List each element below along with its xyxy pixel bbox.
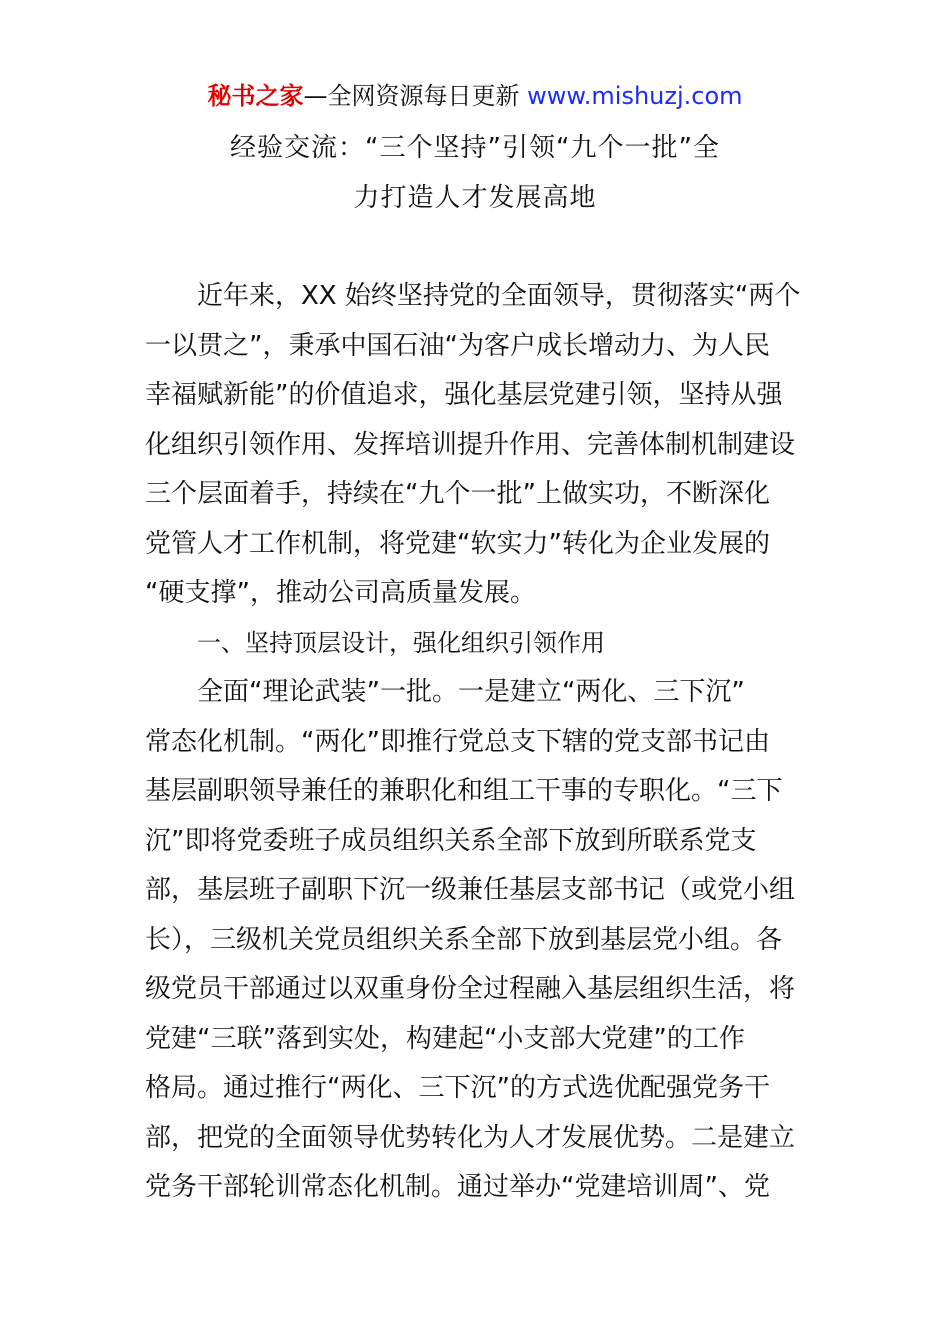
site-header: [0, 78, 950, 114]
paragraph-line: 部，基层班子副职下沉一级兼任基层支部书记（或党小组: [145, 875, 796, 905]
title-line-1: 经验交流：“三个坚持”引领“九个一批”全: [230, 133, 720, 163]
paragraph-line: 级党员干部通过以双重身份全过程融入基层组织生活，将: [145, 974, 796, 1004]
header-tagline: —全网资源每日更新: [303, 82, 528, 110]
paragraph-line: 长），三级机关党员组织关系全部下放到基层党小组。各: [145, 924, 783, 955]
paragraph-line: 格局。通过推行“两化、三下沉”的方式选优配强党务干: [145, 1073, 770, 1103]
paragraph-line: 近年来，XX 始终坚持党的全面领导，贯彻落实“两个: [197, 281, 801, 311]
paragraph-line: 三个层面着手，持续在“九个一批”上做实功，不断深化: [145, 479, 770, 509]
paragraph-line: 幸福赋新能”的价值追求，强化基层党建引领，坚持从强: [145, 380, 783, 410]
paragraph-line: 一以贯之”，秉承中国石油“为客户成长增动力、为人民: [145, 330, 770, 361]
brand-name: 秘书之家: [207, 82, 304, 110]
paragraph-line: 全面“理论武装”一批。一是建立“两化、三下沉”: [197, 677, 745, 707]
section-heading: 一、坚持顶层设计，强化组织引领作用: [197, 628, 605, 657]
paragraph-line: 基层副职领导兼任的兼职化和组工干事的专职化。“三下: [145, 776, 783, 806]
paragraph-line: 部，把党的全面领导优势转化为人才发展优势。二是建立: [145, 1122, 796, 1153]
title-line-2: 力打造人才发展高地: [353, 182, 597, 213]
paragraph-line: 化组织引领作用、发挥培训提升作用、完善体制机制建设: [145, 429, 796, 460]
paragraph-line: 党建“三联”落到实处，构建起“小支部大党建”的工作: [145, 1023, 745, 1054]
paragraph-line: 党务干部轮训常态化机制。通过举办“党建培训周”、党: [145, 1172, 770, 1202]
document-body: [145, 272, 810, 1213]
paragraph-line: 沉”即将党委班子成员组织关系全部下放到所联系党支: [145, 825, 757, 856]
paragraph-line: “硬支撑”，推动公司高质量发展。: [145, 578, 536, 608]
site-url[interactable]: www.mishuzj.com: [527, 82, 743, 110]
paragraph-line: 党管人才工作机制，将党建“软实力”转化为企业发展的: [145, 528, 770, 559]
document-title: [110, 124, 840, 223]
paragraph-line: 常态化机制。“两化”即推行党总支下辖的党支部书记由: [145, 726, 770, 757]
